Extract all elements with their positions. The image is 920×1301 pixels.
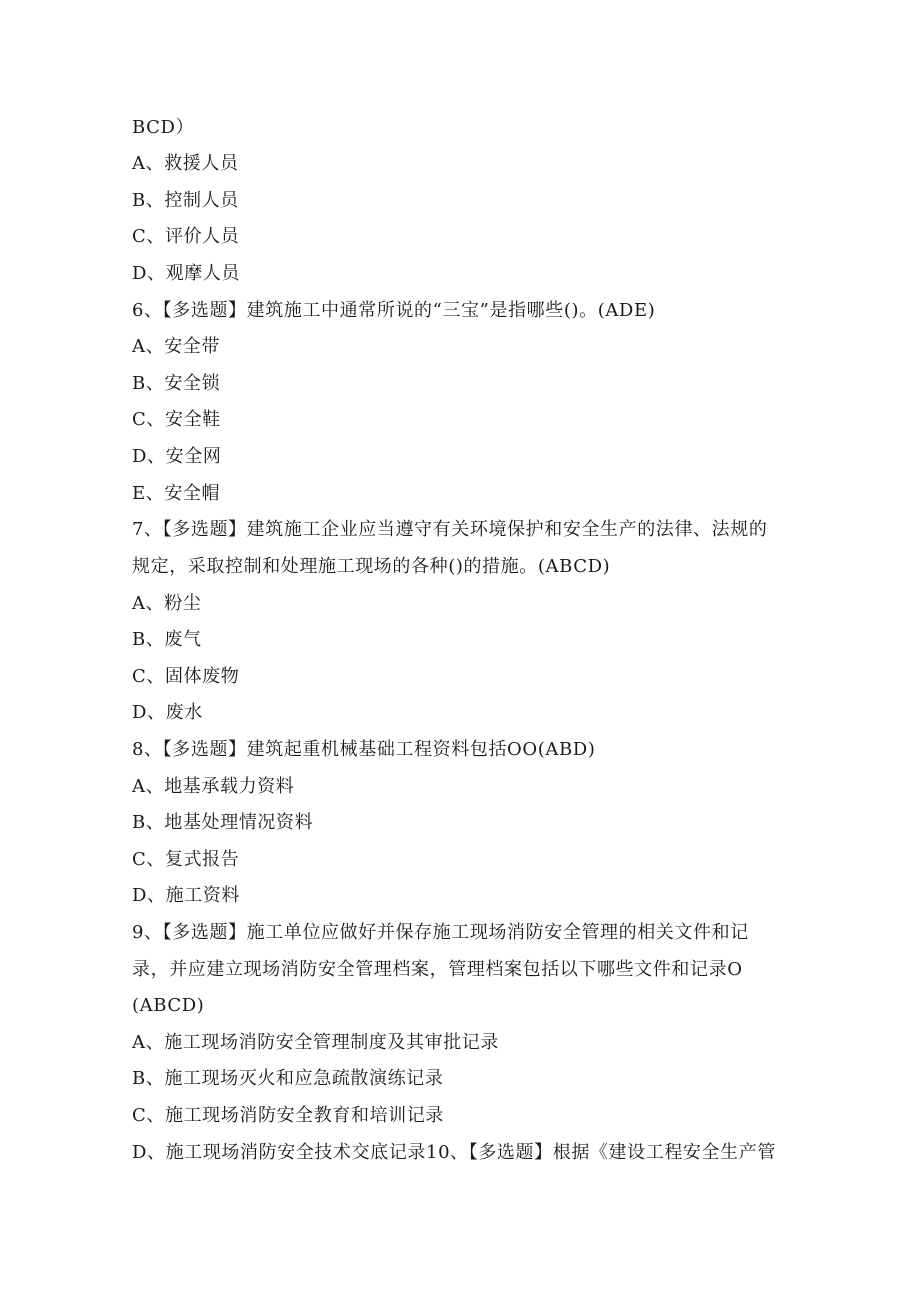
text-line: C、评价人员 [132,226,240,247]
text-line: C、固体废物 [132,666,240,687]
text-line: B、控制人员 [132,190,239,211]
text-line: D、施工资料 [132,885,241,906]
text-line: BCD） [132,117,195,138]
text-line: C、安全鞋 [132,409,221,430]
question-9-line: 9、【多选题】施工单位应做好并保存施工现场消防安全管理的相关文件和记 [132,922,749,943]
question-6-line: 6、【多选题】建筑施工中通常所说的“三宝”是指哪些()。(ADE) [132,300,656,321]
text-line: E、安全帽 [132,483,221,504]
text-line: D、废水 [132,702,203,723]
text-line: D、观摩人员 [132,263,241,284]
text-line: C、施工现场消防安全教育和培训记录 [132,1105,444,1126]
text-line: A、施工现场消防安全管理制度及其审批记录 [132,1032,499,1053]
text-line: B、施工现场灭火和应急疏散演练记录 [132,1068,444,1089]
text-line: A、粉尘 [132,593,202,614]
question-9-line: 录，并应建立现场消防安全管理档案，管理档案包括以下哪些文件和记录O [132,959,743,980]
text-line: A、地基承载力资料 [132,776,295,797]
question-7-line: 7、【多选题】建筑施工企业应当遵守有关环境保护和安全生产的法律、法规的 [132,519,768,540]
text-line: A、救援人员 [132,153,239,174]
text-line: B、安全锁 [132,373,221,394]
text-line: B、废气 [132,629,202,650]
question-7-line: 规定，采取控制和处理施工现场的各种()的措施。(ABCD) [132,556,611,577]
text-line: D、施工现场消防安全技术交底记录10、【多选题】根据《建设工程安全生产管 [132,1142,776,1163]
text-line: A、安全带 [132,336,220,357]
text-line: B、地基处理情况资料 [132,812,314,833]
question-8-line: 8、【多选题】建筑起重机械基础工程资料包括OO(ABD) [132,739,596,760]
question-9-line: (ABCD) [132,995,205,1016]
text-line: C、复式报告 [132,849,240,870]
text-line: D、安全网 [132,446,222,467]
